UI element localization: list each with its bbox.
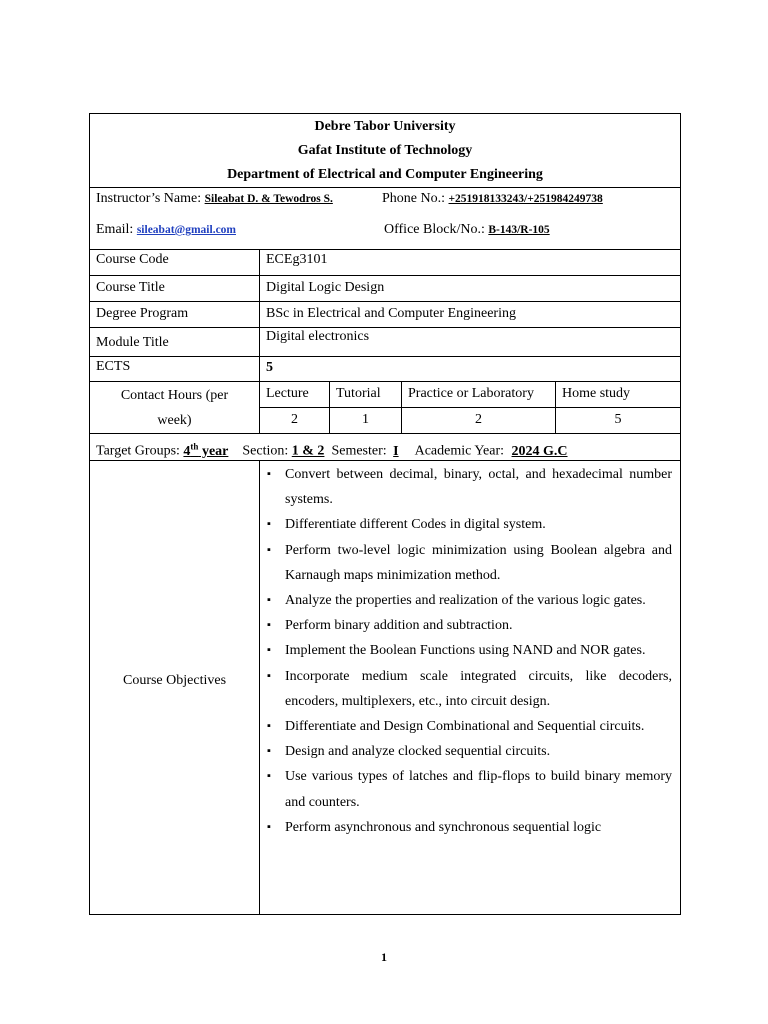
degree-program-label: Degree Program <box>90 302 260 327</box>
phone-label: Phone No.: <box>382 191 449 206</box>
ects-value: 5 <box>266 360 273 375</box>
office-label: Office Block/No.: <box>384 222 489 237</box>
row-course-title <box>90 275 680 301</box>
lecture-hours: 2 <box>260 408 330 433</box>
university-name: Debre Tabor University <box>314 119 456 134</box>
contact-hours-label <box>90 382 260 433</box>
target-year-word: year <box>198 443 229 459</box>
list-item: ▪ Incorporate medium scale integrated circuits, like decoders, encoders, multiplexers, etc., into circuit design. <box>267 664 672 714</box>
contact-hours-grid <box>260 382 680 433</box>
course-code-label: Course Code <box>90 250 260 275</box>
email-label: Email: <box>96 222 137 237</box>
contact-hours-label-line1: Contact Hours (per <box>120 388 229 403</box>
list-item: ▪ Perform binary addition and subtraction. <box>267 613 672 638</box>
row-course-code <box>90 249 680 275</box>
course-title-label: Course Title <box>90 276 260 301</box>
instructor-name: Sileabat D. & Tewodros S. <box>204 193 333 205</box>
list-item: ▪ Perform two-level logic minimization using Boolean algebra and Karnaugh maps minimization method. <box>267 538 672 588</box>
list-item: ▪ Convert between decimal, binary, octal, and hexadecimal number systems. <box>267 462 672 512</box>
instructor-block <box>90 187 680 249</box>
office-line <box>384 222 550 238</box>
list-item: ▪ Differentiate different Codes in digital system. <box>267 512 672 537</box>
target-groups-value <box>183 441 229 459</box>
contact-hours-label-line2: week) <box>157 413 192 428</box>
course-title-value: Digital Logic Design <box>266 280 385 295</box>
academic-year-label: Academic Year: <box>414 443 508 459</box>
target-year-number: 4 <box>183 443 191 459</box>
home-study-hours: 5 <box>614 412 622 428</box>
practice-hours: 2 <box>402 408 556 433</box>
academic-year-value: 2024 G.C <box>511 443 568 459</box>
department-name: Department of Electrical and Computer Engineering <box>227 167 543 182</box>
semester-label: Semester: <box>331 443 391 459</box>
email-link[interactable]: sileabat@gmail.com <box>136 224 236 236</box>
list-item: ▪ Use various types of latches and flip-flops to build binary memory and counters. <box>267 764 672 814</box>
course-info-table <box>89 113 681 915</box>
degree-program-value: BSc in Electrical and Computer Engineering <box>266 306 516 321</box>
list-item: ▪ Differentiate and Design Combinational and Sequential circuits. <box>267 714 672 739</box>
module-title-value: Digital electronics <box>266 329 370 344</box>
email-line <box>96 222 236 238</box>
home-study-header: Home study <box>562 386 631 401</box>
tutorial-header: Tutorial <box>330 382 402 407</box>
section-label: Section: <box>242 443 292 459</box>
contact-hours-value-row <box>260 407 680 433</box>
ects-label: ECTS <box>90 357 260 381</box>
row-ects <box>90 356 680 381</box>
objectives-list <box>260 461 680 914</box>
list-item: ▪ Design and analyze clocked sequential circuits. <box>267 739 672 764</box>
course-objectives-label: Course Objectives <box>90 461 260 914</box>
target-groups-row <box>90 433 680 460</box>
row-degree-program <box>90 301 680 327</box>
phone-line <box>382 191 603 207</box>
semester-value: I <box>393 443 399 459</box>
tutorial-hours: 1 <box>330 408 402 433</box>
phone-number: +251918133243/+251984249738 <box>448 193 603 205</box>
course-objectives-row <box>90 460 680 914</box>
page-number: 1 <box>381 950 387 964</box>
list-item: ▪ Implement the Boolean Functions using NAND and NOR gates. <box>267 638 672 663</box>
row-module-title <box>90 327 680 356</box>
instructor-name-line <box>96 191 333 207</box>
contact-hours-header-row <box>260 382 680 407</box>
target-groups-label: Target Groups: <box>96 443 184 459</box>
section-value: 1 & 2 <box>291 443 325 459</box>
module-title-label: Module Title <box>90 328 260 356</box>
list-item: ▪ Perform asynchronous and synchronous sequential logic <box>267 815 672 840</box>
institute-name: Gafat Institute of Technology <box>297 143 473 158</box>
lecture-header: Lecture <box>260 382 330 407</box>
contact-hours-row <box>90 381 680 433</box>
target-year-suffix: th <box>190 441 199 451</box>
course-code-value: ECEg3101 <box>266 252 328 267</box>
list-item: ▪ Analyze the properties and realization of the various logic gates. <box>267 588 672 613</box>
instructor-name-label: Instructor’s Name: <box>96 191 205 206</box>
header-block <box>90 115 680 187</box>
practice-header: Practice or Laboratory <box>402 382 556 407</box>
office-number: B-143/R-105 <box>488 224 550 236</box>
